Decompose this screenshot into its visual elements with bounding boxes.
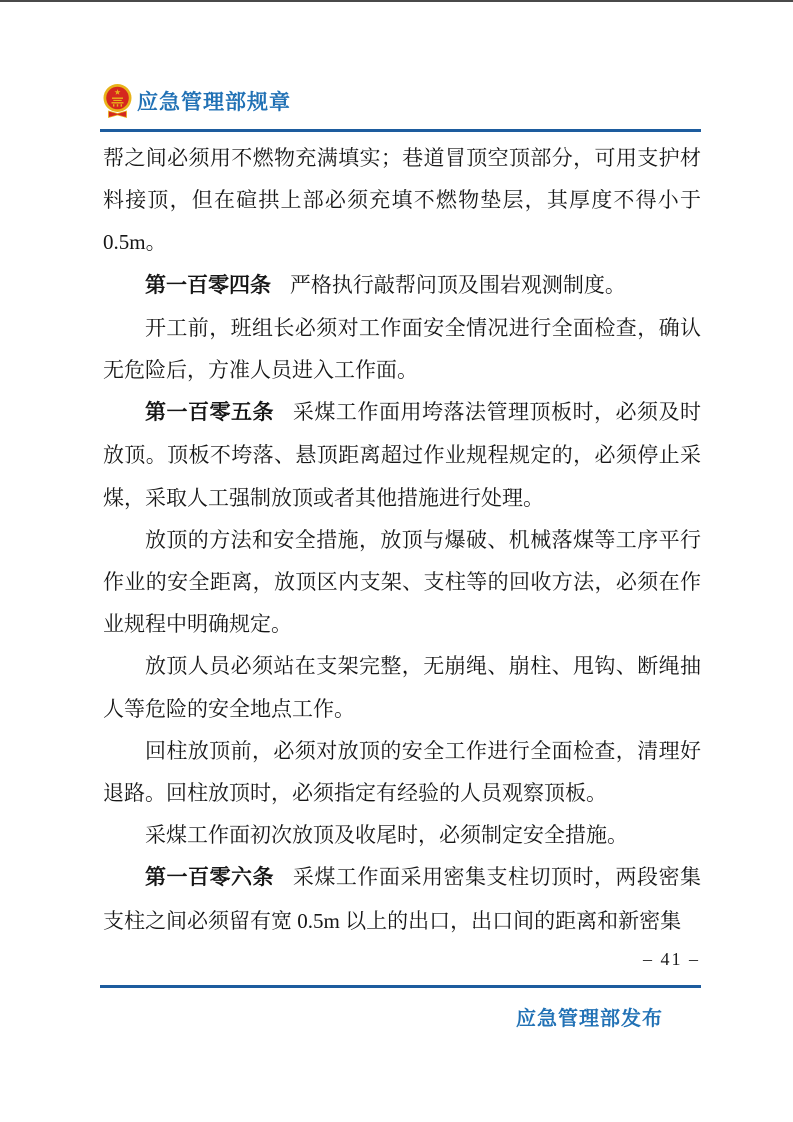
header-title: 应急管理部规章 [137,91,291,114]
paragraph: 第一百零五条 采煤工作面用垮落法管理顶板时，必须及时放顶。顶板不垮落、悬顶距离超过作业规程规定的，必须停止采煤，采取人工强制放顶或者其他措施进行处理。 [103,400,702,510]
paragraph: 放顶人员必须站在支架完整，无崩绳、崩柱、甩钩、断绳抽人等危险的安全地点工作。 [103,654,701,721]
article-number: 第一百零五条 [145,401,275,425]
article-number: 第一百零六条 [145,866,275,890]
footer-rule [100,985,701,988]
publisher-label: 应急管理部发布 [516,1008,663,1030]
paragraph: 采煤工作面初次放顶及收尾时，必须制定安全措施。 [145,823,628,848]
national-emblem-icon [101,82,134,120]
page-top-edge [0,0,793,2]
paragraph: 帮之间必须用不燃物充满填实；巷道冒顶空顶部分，可用支护材料接顶，但在碹拱上部必须充填不燃物垫层，其厚度不得小于0.5m。 [103,146,701,255]
document-body [103,137,701,942]
page-number: – 41 – [643,949,700,969]
paragraph: 放顶的方法和安全措施，放顶与爆破、机械落煤等工序平行作业的安全距离，放顶区内支架、支柱等的回收方法，必须在作业规程中明确规定。 [103,527,701,637]
paragraph: 回柱放顶前，必须对放顶的安全工作进行全面检查，清理好退路。回柱放顶时，必须指定有经验的人员观察顶板。 [103,738,701,806]
page-header [101,81,291,121]
paragraph: 第一百零四条 严格执行敲帮问顶及围岩观测制度。 [145,272,626,297]
paragraph: 开工前，班组长必须对工作面安全情况进行全面检查，确认无危险后，方准人员进入工作面。 [103,315,701,383]
article-number: 第一百零四条 [145,273,271,297]
paragraph: 第一百零六条 采煤工作面采用密集支柱切顶时，两段密集支柱之间必须留有宽 0.5m 以上的出口，出口间的距离和新密集 [103,865,702,933]
header-rule [100,129,701,132]
